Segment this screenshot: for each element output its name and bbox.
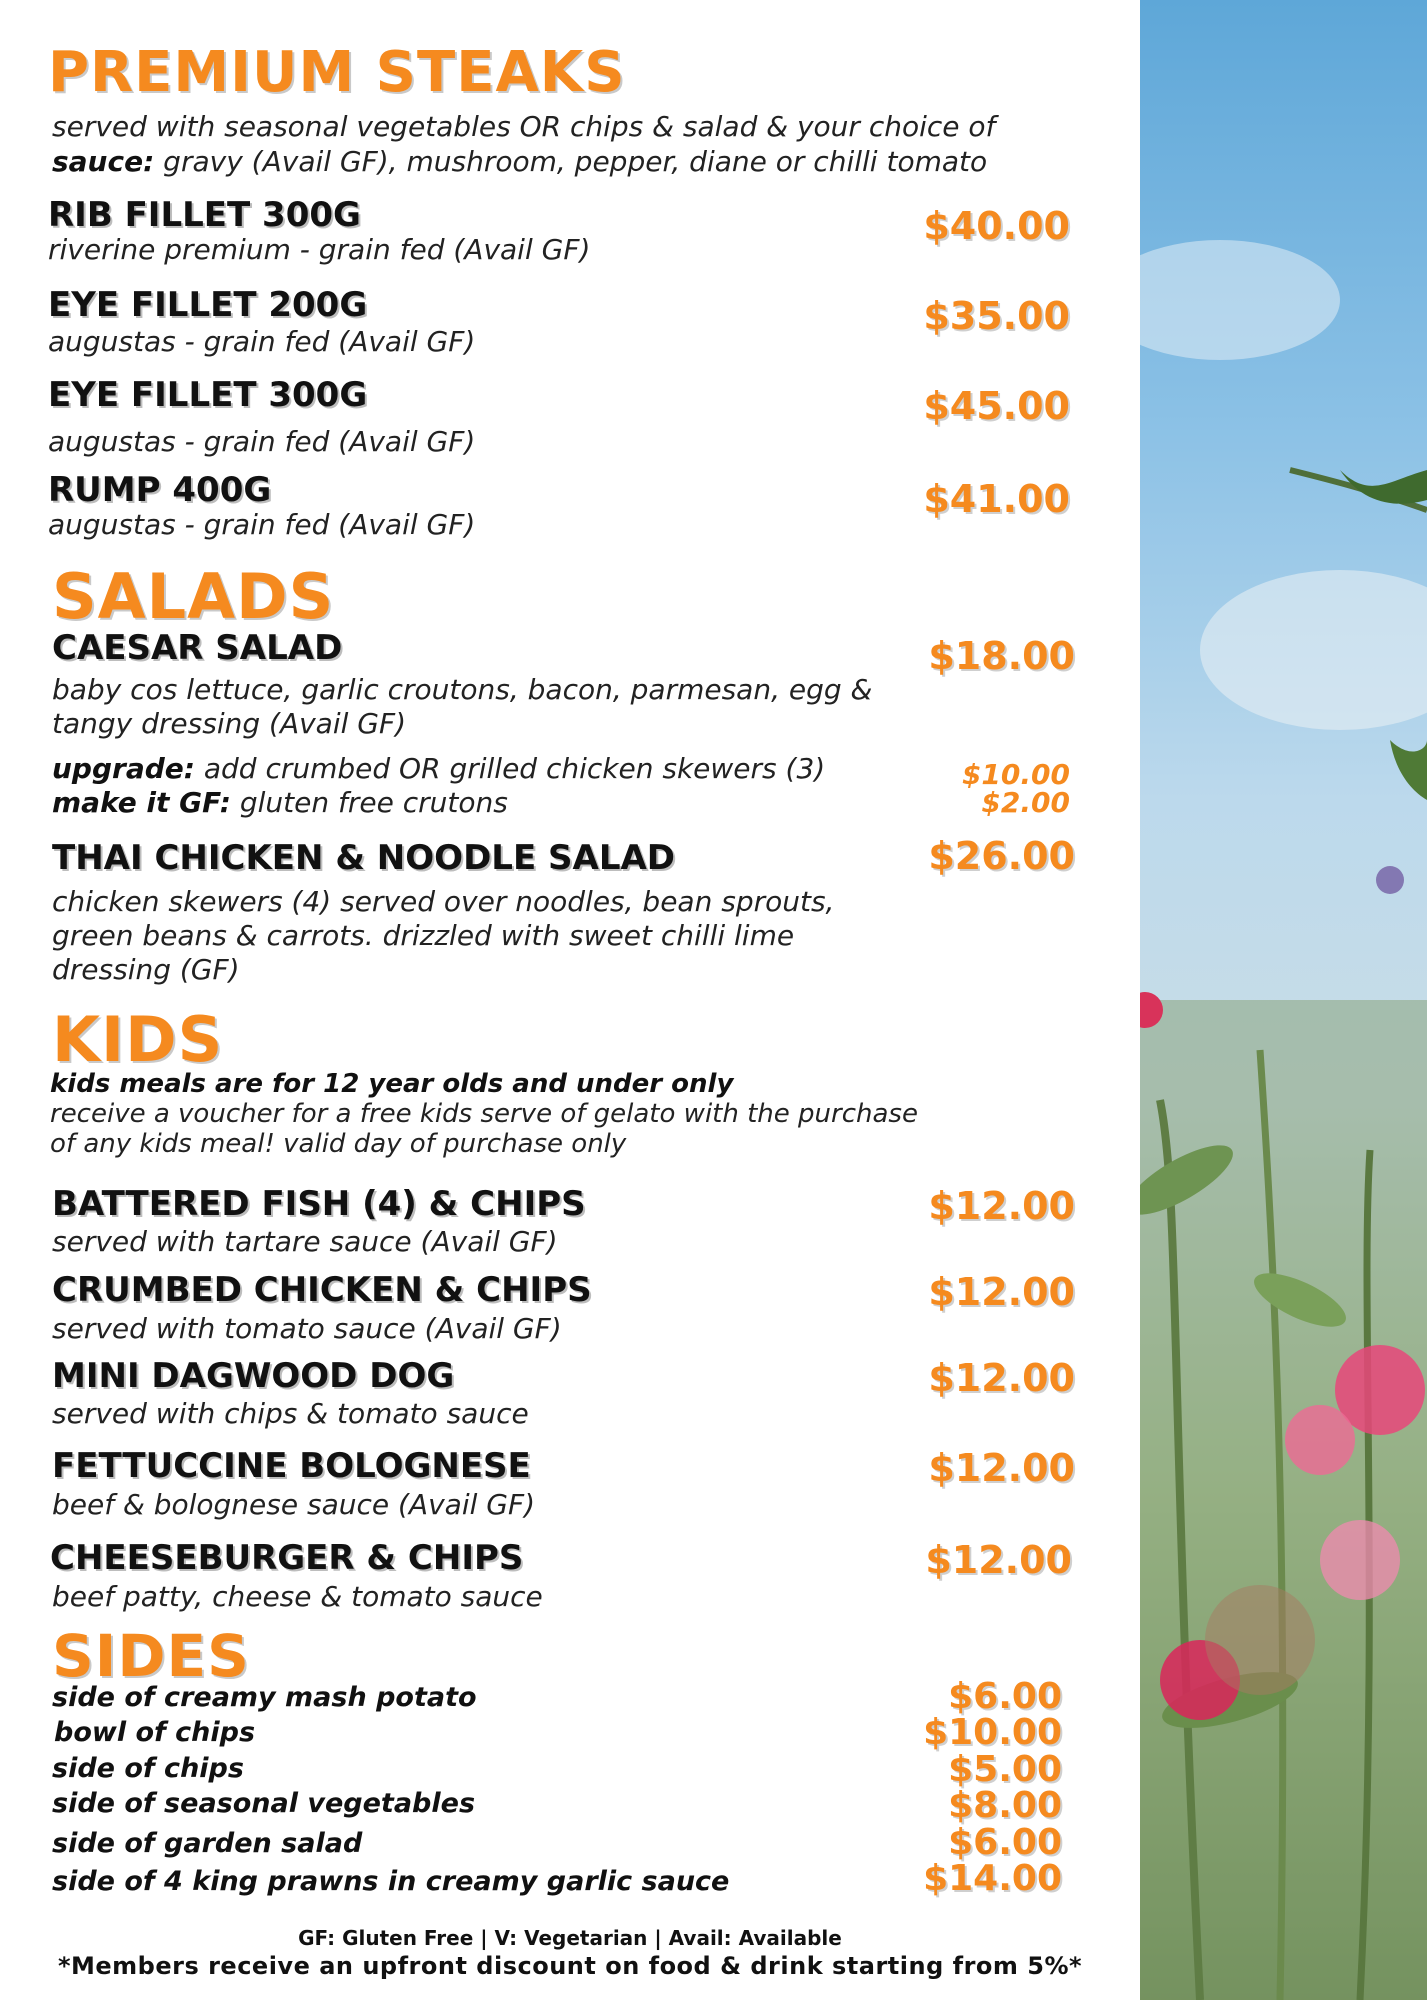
menu-item-price: $12.00 bbox=[928, 1356, 1075, 1400]
gf-label: make it GF: bbox=[52, 786, 231, 819]
side-item-price: $6.00 bbox=[948, 1822, 1062, 1863]
footer-legend: GF: Gluten Free | V: Vegetarian | Avail: Available bbox=[298, 1926, 842, 1950]
steaks-title: PREMIUM STEAKS bbox=[48, 40, 626, 105]
menu-item-desc: riverine premium - grain fed (Avail GF) bbox=[48, 233, 591, 266]
upgrade-text: add crumbed OR grilled chicken skewers (3) bbox=[194, 752, 826, 785]
menu-item-desc: tangy dressing (Avail GF) bbox=[52, 707, 407, 740]
menu-item-price: $35.00 bbox=[923, 294, 1070, 338]
side-item-name: side of garden salad bbox=[52, 1828, 363, 1859]
menu-item-price: $26.00 bbox=[928, 834, 1075, 878]
menu-item-name: RIB FILLET 300G bbox=[48, 195, 361, 235]
menu-item-name: RUMP 400G bbox=[48, 470, 272, 510]
side-item-price: $5.00 bbox=[948, 1749, 1062, 1790]
steaks-sauce-line bbox=[52, 145, 987, 178]
sides-title: SIDES bbox=[52, 1622, 250, 1690]
footer-members-note: *Members receive an upfront discount on food & drink starting from 5%* bbox=[57, 1952, 1083, 1980]
kids-title: KIDS bbox=[52, 1003, 224, 1076]
gf-line bbox=[52, 786, 508, 819]
menu-item-name: CAESAR SALAD bbox=[52, 628, 343, 668]
menu-item-price: $12.00 bbox=[925, 1538, 1072, 1582]
menu-item-price: $45.00 bbox=[923, 384, 1070, 428]
menu-item-desc: dressing (GF) bbox=[52, 953, 240, 986]
menu-item-price: $12.00 bbox=[928, 1270, 1075, 1314]
side-item-price: $8.00 bbox=[948, 1785, 1062, 1826]
steaks-intro: served with seasonal vegetables OR chips & salad & your choice of bbox=[52, 110, 996, 143]
menu-item-name: CRUMBED CHICKEN & CHIPS bbox=[52, 1270, 592, 1310]
side-item-name: side of 4 king prawns in creamy garlic sauce bbox=[52, 1866, 730, 1897]
flower-field-illustration bbox=[1140, 0, 1427, 2000]
side-item-name: side of seasonal vegetables bbox=[52, 1788, 476, 1819]
menu-item-desc: chicken skewers (4) served over noodles, bean sprouts, bbox=[52, 885, 835, 918]
menu-item-price: $41.00 bbox=[923, 477, 1070, 521]
menu-item-price: $12.00 bbox=[928, 1446, 1075, 1490]
side-item-name: bowl of chips bbox=[54, 1717, 256, 1748]
salads-title: SALADS bbox=[52, 560, 335, 633]
gf-text: gluten free crutons bbox=[230, 786, 508, 819]
menu-item-name: EYE FILLET 200G bbox=[48, 285, 368, 325]
menu-item-desc: baby cos lettuce, garlic croutons, bacon, parmesan, egg & bbox=[52, 673, 873, 706]
menu-item-price: $40.00 bbox=[923, 204, 1070, 248]
side-item-name: side of creamy mash potato bbox=[52, 1682, 477, 1713]
menu-item-price: $18.00 bbox=[928, 634, 1075, 678]
menu-item-desc: augustas - grain fed (Avail GF) bbox=[48, 325, 476, 358]
menu-item-desc: served with chips & tomato sauce bbox=[52, 1397, 529, 1430]
kids-note: of any kids meal! valid day of purchase only bbox=[50, 1129, 627, 1159]
kids-note-bold: kids meals are for 12 year olds and under only bbox=[50, 1069, 734, 1099]
side-item-name: side of chips bbox=[52, 1753, 244, 1784]
upgrade-line bbox=[52, 752, 825, 785]
menu-item-desc: green beans & carrots. drizzled with sweet chilli lime bbox=[52, 919, 795, 952]
menu-item-name: MINI DAGWOOD DOG bbox=[52, 1356, 455, 1396]
side-item-price: $14.00 bbox=[923, 1858, 1062, 1899]
menu-item-name: THAI CHICKEN & NOODLE SALAD bbox=[52, 838, 676, 878]
menu-item-desc: beef & bolognese sauce (Avail GF) bbox=[52, 1488, 535, 1521]
upgrade-label: upgrade: bbox=[52, 752, 195, 785]
menu-item-name: BATTERED FISH (4) & CHIPS bbox=[52, 1184, 586, 1224]
menu-item-desc: served with tartare sauce (Avail GF) bbox=[52, 1225, 558, 1258]
upgrade-price: $10.00 bbox=[961, 758, 1070, 791]
decorative-photo bbox=[1140, 0, 1427, 2000]
sauce-label: sauce: bbox=[52, 145, 155, 178]
menu-item-desc: served with tomato sauce (Avail GF) bbox=[52, 1312, 562, 1345]
side-item-price: $6.00 bbox=[948, 1676, 1062, 1717]
menu-item-desc: augustas - grain fed (Avail GF) bbox=[48, 425, 476, 458]
menu-item-desc: beef patty, cheese & tomato sauce bbox=[52, 1580, 543, 1613]
menu-item-name: CHEESEBURGER & CHIPS bbox=[50, 1538, 524, 1578]
menu-item-price: $12.00 bbox=[928, 1184, 1075, 1228]
kids-note: receive a voucher for a free kids serve of gelato with the purchase bbox=[50, 1099, 918, 1129]
gf-price: $2.00 bbox=[981, 786, 1070, 819]
menu-item-desc: augustas - grain fed (Avail GF) bbox=[48, 508, 476, 541]
menu-item-name: FETTUCCINE BOLOGNESE bbox=[52, 1446, 531, 1486]
side-item-price: $10.00 bbox=[923, 1712, 1062, 1753]
menu-item-name: EYE FILLET 300G bbox=[48, 375, 368, 415]
sauce-text: gravy (Avail GF), mushroom, pepper, diane or chilli tomato bbox=[154, 145, 988, 178]
